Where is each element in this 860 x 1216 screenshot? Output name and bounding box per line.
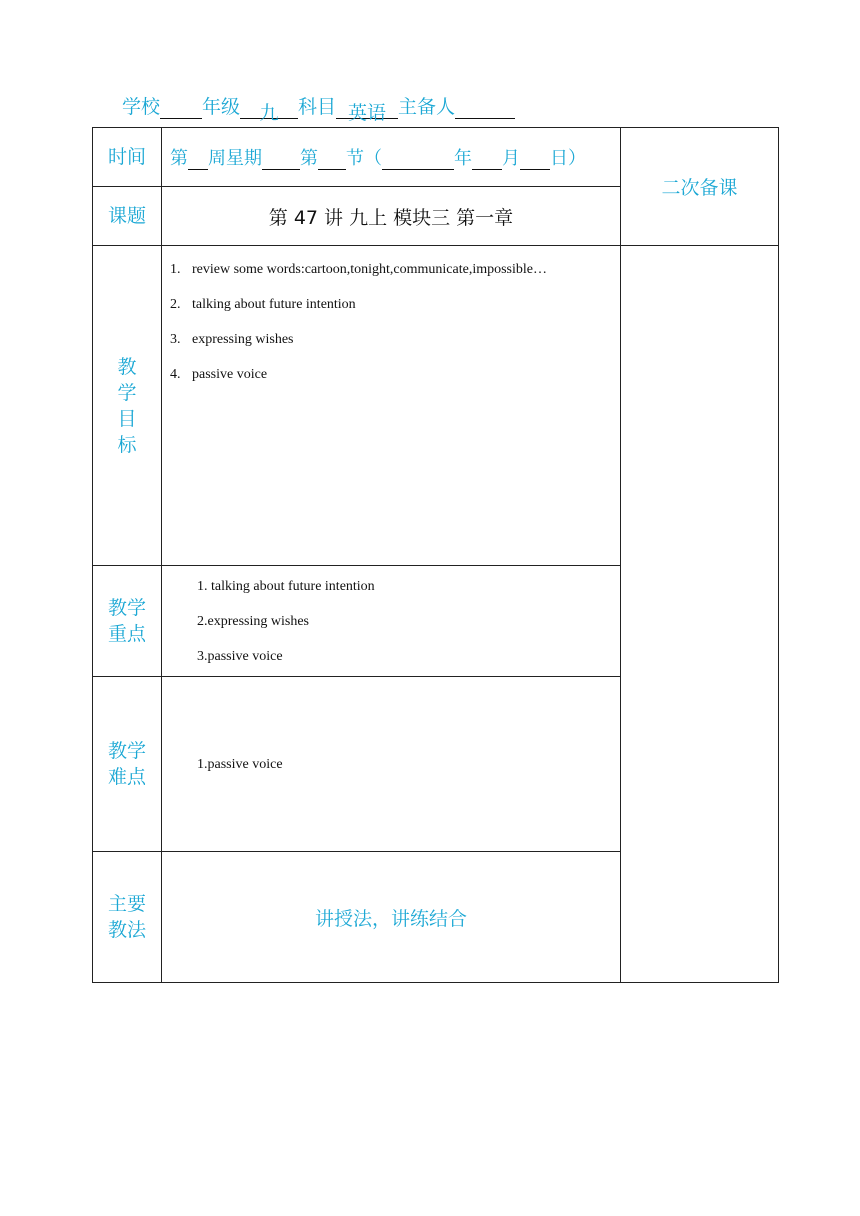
goals-label-char: 教 <box>117 355 137 378</box>
period-blank[interactable] <box>318 149 346 170</box>
methods-label-line: 教法 <box>107 919 146 941</box>
topic-label: 课题 <box>93 187 162 246</box>
day-label: 日） <box>550 148 586 169</box>
methods-label <box>93 852 162 983</box>
subject-value-text: 英语 <box>348 102 387 124</box>
goal-text: talking about future intention <box>192 297 356 312</box>
goal-text: review some words:cartoon,tonight,communicate,impossible… <box>192 262 547 277</box>
grade-label: 年级 <box>202 96 241 118</box>
time-label: 时间 <box>93 128 162 187</box>
time-fields <box>162 128 621 187</box>
goals-label-char: 标 <box>117 433 137 456</box>
key-point-item: 3.passive voice <box>197 648 283 664</box>
goals-row <box>93 246 779 566</box>
key-points-label-line: 教学 <box>107 597 146 619</box>
time-row <box>93 128 779 187</box>
school-blank[interactable] <box>160 98 202 119</box>
goal-number: 2. <box>170 297 181 312</box>
goals-label-char: 学 <box>117 381 137 404</box>
difficulties-label-line: 难点 <box>107 766 146 788</box>
key-point-item: 1. talking about future intention <box>197 578 375 594</box>
difficulty-item: 1.passive voice <box>197 756 283 772</box>
goal-item <box>162 332 620 367</box>
lesson-plan-table <box>92 127 779 983</box>
period-suffix: 节（ <box>346 148 382 169</box>
goal-number: 3. <box>170 332 181 347</box>
methods-value: 讲授法，讲练结合 <box>162 852 621 983</box>
key-points-content <box>162 566 621 677</box>
key-points-label <box>93 566 162 677</box>
school-label: 学校 <box>122 96 161 118</box>
period-prefix: 第 <box>300 148 318 169</box>
difficulties-content <box>162 677 621 852</box>
week-prefix: 第 <box>170 148 188 169</box>
goal-text: passive voice <box>192 367 268 382</box>
key-points-label-line: 重点 <box>107 623 146 645</box>
goal-item <box>162 262 620 297</box>
goals-label <box>93 246 162 566</box>
week-blank[interactable] <box>188 149 208 170</box>
year-blank[interactable] <box>382 149 454 170</box>
subject-label: 科目 <box>298 96 337 118</box>
topic-value: 第 47 讲 九上 模块三 第一章 <box>162 187 621 246</box>
grade-value-text: 九 <box>259 102 279 124</box>
subject-value[interactable] <box>336 98 398 124</box>
weekday-label: 周星期 <box>208 148 262 169</box>
difficulties-label <box>93 677 162 852</box>
header-line <box>122 92 515 124</box>
month-blank[interactable] <box>472 149 502 170</box>
goals-content <box>162 246 621 566</box>
second-prep-header: 二次备课 <box>621 128 779 246</box>
goals-label-char: 目 <box>117 407 137 430</box>
goal-number: 1. <box>170 262 181 277</box>
difficulties-label-line: 教学 <box>107 740 146 762</box>
methods-label-line: 主要 <box>107 893 146 915</box>
preparer-blank[interactable] <box>455 98 515 119</box>
day-blank[interactable] <box>520 149 550 170</box>
goal-number: 4. <box>170 367 181 382</box>
weekday-blank[interactable] <box>262 149 300 170</box>
month-label: 月 <box>502 148 520 169</box>
grade-value[interactable] <box>240 98 298 124</box>
goal-item <box>162 297 620 332</box>
goal-item <box>162 367 620 402</box>
goal-text: expressing wishes <box>192 332 294 347</box>
key-point-item: 2.expressing wishes <box>197 613 309 629</box>
year-label: 年 <box>454 148 472 169</box>
preparer-label: 主备人 <box>398 96 456 118</box>
second-prep-notes[interactable] <box>621 246 779 983</box>
